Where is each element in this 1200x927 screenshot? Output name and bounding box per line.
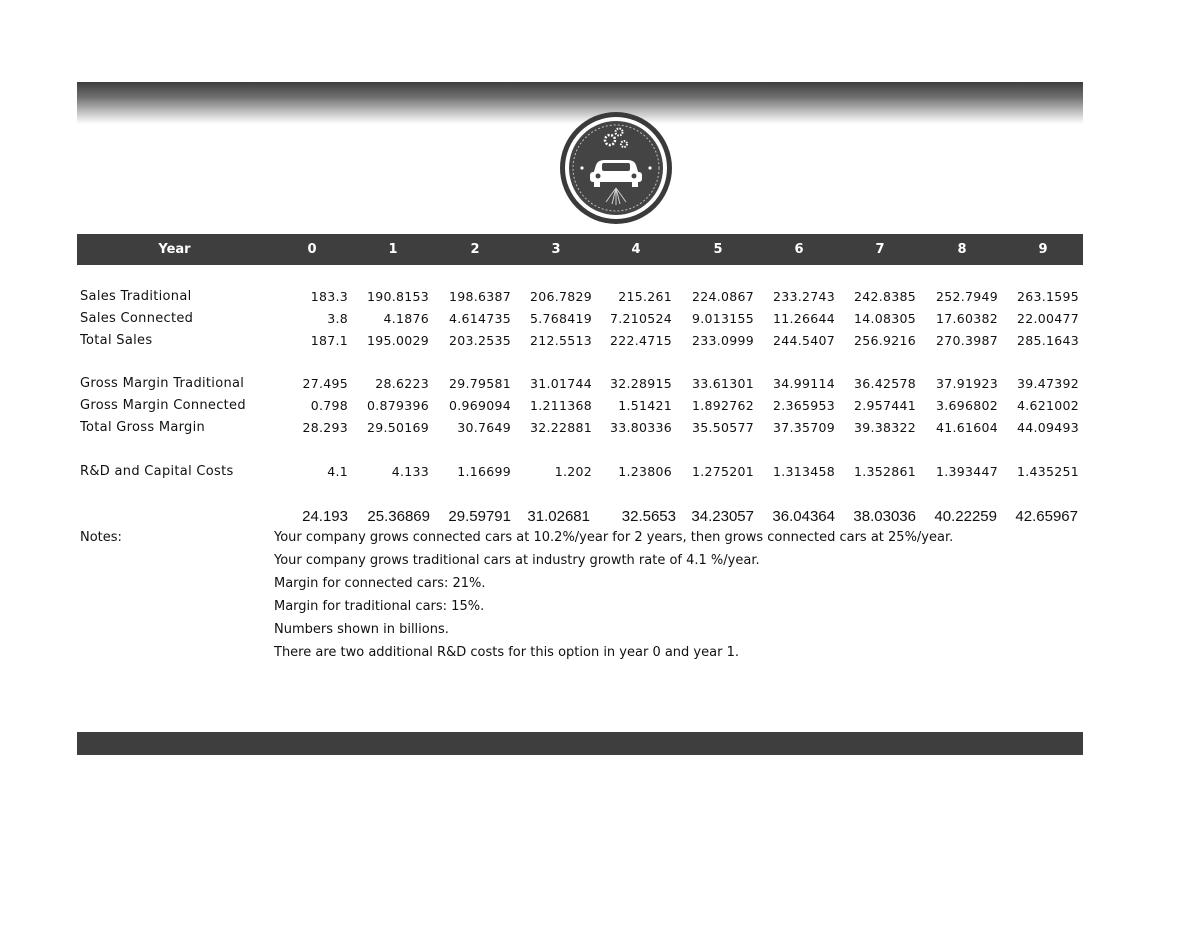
table-cell: 0.969094 <box>448 398 511 413</box>
car-gears-badge-icon <box>558 110 674 226</box>
table-cell: 35.50577 <box>691 420 754 435</box>
table-cell: 0.798 <box>310 398 348 413</box>
year-col-header: 8 <box>957 242 967 257</box>
table-cell: 17.60382 <box>935 311 998 326</box>
table-cell: 22.00477 <box>1016 311 1079 326</box>
note-line: Margin for connected cars: 21%. <box>274 576 486 591</box>
year-col-header: 3 <box>551 242 561 257</box>
table-cell: 270.3987 <box>935 333 998 348</box>
table-cell: 183.3 <box>310 289 348 304</box>
table-cell: 37.35709 <box>772 420 835 435</box>
row-label-total-sales: Total Sales <box>80 333 153 348</box>
net-cell: 25.36869 <box>367 508 430 525</box>
table-cell: 1.23806 <box>618 464 672 479</box>
table-cell: 252.7949 <box>935 289 998 304</box>
table-cell: 1.16699 <box>457 464 511 479</box>
row-label-total-gross-margin: Total Gross Margin <box>80 420 206 435</box>
table-cell: 31.01744 <box>529 376 592 391</box>
table-cell: 41.61604 <box>935 420 998 435</box>
table-cell: 1.352861 <box>853 464 916 479</box>
table-cell: 4.133 <box>391 464 429 479</box>
table-cell: 3.696802 <box>935 398 998 413</box>
table-cell: 4.614735 <box>448 311 511 326</box>
table-cell: 233.0999 <box>691 333 754 348</box>
row-label-gross-margin-connected: Gross Margin Connected <box>80 398 246 413</box>
note-line: Numbers shown in billions. <box>274 622 449 637</box>
table-cell: 198.6387 <box>448 289 511 304</box>
year-col-header: 4 <box>631 242 641 257</box>
table-cell: 28.293 <box>302 420 348 435</box>
table-cell: 11.26644 <box>772 311 835 326</box>
table-cell: 1.275201 <box>691 464 754 479</box>
table-cell: 4.1876 <box>383 311 429 326</box>
net-cell: 40.22259 <box>934 508 997 525</box>
year-col-header: 5 <box>713 242 723 257</box>
net-cell: 42.65967 <box>1015 508 1078 525</box>
table-cell: 222.4715 <box>609 333 672 348</box>
table-cell: 2.365953 <box>772 398 835 413</box>
table-cell: 39.47392 <box>1016 376 1079 391</box>
table-cell: 1.51421 <box>618 398 672 413</box>
table-cell: 44.09493 <box>1016 420 1079 435</box>
table-cell: 34.99114 <box>772 376 835 391</box>
table-cell: 29.50169 <box>366 420 429 435</box>
notes-label: Notes: <box>80 530 122 545</box>
table-cell: 39.38322 <box>853 420 916 435</box>
row-label-gross-margin-traditional: Gross Margin Traditional <box>80 376 245 391</box>
table-cell: 30.7649 <box>457 420 511 435</box>
table-cell: 9.013155 <box>691 311 754 326</box>
table-cell: 1.393447 <box>935 464 998 479</box>
table-cell: 0.879396 <box>366 398 429 413</box>
table-cell: 32.28915 <box>609 376 672 391</box>
year-header: Year <box>158 242 191 257</box>
table-cell: 28.6223 <box>375 376 429 391</box>
table-cell: 203.2535 <box>448 333 511 348</box>
table-cell: 233.2743 <box>772 289 835 304</box>
net-cell: 36.04364 <box>772 508 835 525</box>
table-header-bar <box>77 234 1083 265</box>
note-line: Your company grows connected cars at 10.2%/year for 2 years, then grows connected cars at 25%/year. <box>274 530 954 545</box>
table-cell: 1.892762 <box>691 398 754 413</box>
row-label-sales-connected: Sales Connected <box>80 311 194 326</box>
year-col-header: 0 <box>307 242 317 257</box>
table-cell: 33.61301 <box>691 376 754 391</box>
note-line: Your company grows traditional cars at industry growth rate of 4.1 %/year. <box>274 553 760 568</box>
table-cell: 187.1 <box>310 333 348 348</box>
net-cell: 24.193 <box>302 508 348 525</box>
year-col-header: 1 <box>388 242 398 257</box>
table-cell: 263.1595 <box>1016 289 1079 304</box>
note-line: Margin for traditional cars: 15%. <box>274 599 485 614</box>
table-cell: 215.261 <box>618 289 672 304</box>
table-cell: 32.22881 <box>529 420 592 435</box>
table-cell: 29.79581 <box>448 376 511 391</box>
net-cell: 38.03036 <box>853 508 916 525</box>
table-cell: 27.495 <box>302 376 348 391</box>
table-cell: 1.211368 <box>529 398 592 413</box>
table-cell: 285.1643 <box>1016 333 1079 348</box>
table-cell: 33.80336 <box>609 420 672 435</box>
year-col-header: 2 <box>470 242 480 257</box>
table-cell: 212.5513 <box>529 333 592 348</box>
net-cell: 31.02681 <box>527 508 590 525</box>
row-label-rd-capital-costs: R&D and Capital Costs <box>80 464 234 479</box>
table-cell: 5.768419 <box>529 311 592 326</box>
table-cell: 3.8 <box>327 311 348 326</box>
table-cell: 256.9216 <box>853 333 916 348</box>
bottom-bar <box>77 732 1083 755</box>
table-cell: 195.0029 <box>366 333 429 348</box>
table-cell: 224.0867 <box>691 289 754 304</box>
row-label-sales-traditional: Sales Traditional <box>80 289 192 304</box>
table-cell: 4.1 <box>327 464 348 479</box>
table-cell: 242.8385 <box>853 289 916 304</box>
table-cell: 14.08305 <box>853 311 916 326</box>
table-cell: 1.202 <box>554 464 592 479</box>
table-cell: 4.621002 <box>1016 398 1079 413</box>
table-cell: 206.7829 <box>529 289 592 304</box>
table-cell: 1.313458 <box>772 464 835 479</box>
year-col-header: 7 <box>875 242 885 257</box>
net-cell: 32.5653 <box>621 508 676 525</box>
year-col-header: 6 <box>794 242 804 257</box>
table-cell: 244.5407 <box>772 333 835 348</box>
table-cell: 2.957441 <box>853 398 916 413</box>
note-line: There are two additional R&D costs for this option in year 0 and year 1. <box>274 645 739 660</box>
net-cell: 29.59791 <box>448 508 511 525</box>
table-cell: 37.91923 <box>935 376 998 391</box>
table-cell: 7.210524 <box>609 311 672 326</box>
table-cell: 190.8153 <box>366 289 429 304</box>
table-cell: 36.42578 <box>853 376 916 391</box>
year-col-header: 9 <box>1038 242 1048 257</box>
table-cell: 1.435251 <box>1016 464 1079 479</box>
net-cell: 34.23057 <box>691 508 754 525</box>
